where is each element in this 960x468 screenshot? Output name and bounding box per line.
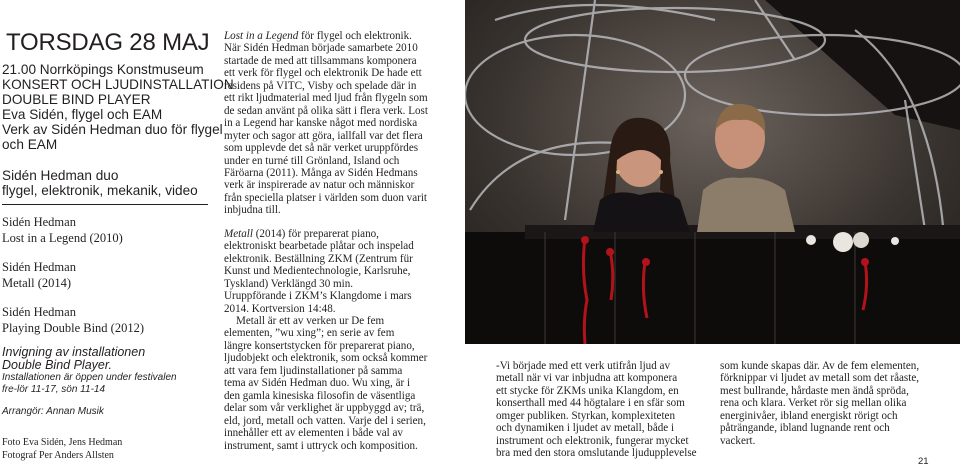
text-line: som upplevde det så när verket uruppfördes xyxy=(224,142,419,155)
text-line: delar som vår verklighet är uppbyggd av; trä, xyxy=(224,402,425,415)
program-work xyxy=(2,260,212,291)
text-line: och dynamiken i ljudet av metall, både i xyxy=(496,422,675,435)
duo-line: flygel, elektronik, mekanik, video xyxy=(2,183,198,198)
text-line: påträngande, ibland lugnande rent och xyxy=(720,422,890,435)
text-line: mest bullrande, hårdaste men ändå spröda, xyxy=(720,384,909,397)
text-line: ett verk för flygel och elektronik De hade ett xyxy=(224,67,422,80)
installation-title-line: Double Bind Player. xyxy=(2,358,113,372)
text-line: -Vi började med ett verk utifrån ljud av xyxy=(496,360,671,372)
installation-title xyxy=(2,346,212,372)
duo-details xyxy=(2,168,212,198)
event-line: DOUBLE BIND PLAYER xyxy=(2,92,151,107)
work-title: Playing Double Bind (2012) xyxy=(2,320,145,335)
quote-column-1 xyxy=(496,360,702,460)
performers-photo xyxy=(465,0,960,344)
work-title: Lost in a Legend (2010) xyxy=(2,230,123,245)
text-line: ljudobjekt och elektronik, som också kommer xyxy=(224,352,428,365)
text-line: innehåller ett av elementen i både val av xyxy=(224,427,403,440)
duo-line: Sidén Hedman duo xyxy=(2,168,119,183)
text-line: bra med den stora omslutande ljudupplevelse xyxy=(496,447,697,460)
work-title-italic: Lost in a Legend xyxy=(224,30,299,42)
text-line: elektroniskt bearbetade plåtar och inspelad xyxy=(224,240,414,253)
text-line: Metall är ett av verken ur De fem xyxy=(236,314,385,327)
installation-hours-line: Installationen är öppen under festivalen xyxy=(2,372,177,383)
paragraph-wu-xing xyxy=(224,315,460,452)
text-line: under en turné till Grönland, Island och xyxy=(224,154,400,167)
event-line: 21.00 Norrköpings Konstmuseum xyxy=(2,62,204,77)
day-title: TORSDAG 28 MAJ xyxy=(6,29,210,56)
text-line: elektronik. Beställning ZKM (Zentrum für xyxy=(224,252,413,265)
text-line: längre konsertstycken för preparerat piano, xyxy=(224,339,415,352)
event-line: och EAM xyxy=(2,137,58,152)
work-composer: Sidén Hedman xyxy=(2,215,76,229)
text-line: inbjudna till. xyxy=(224,204,281,217)
installation-info xyxy=(2,346,212,395)
work-title: Metall (2014) xyxy=(2,275,72,290)
text-line: från speciella platser i världen som duon varit xyxy=(224,191,428,204)
event-info-column xyxy=(0,29,234,462)
text-line: instrument, samt i uttryck och komposition. xyxy=(224,439,418,452)
installation-hours-line: fre-lör 11-17, sön 11-14 xyxy=(2,383,106,395)
text-line: myter och sagor att göra, iallfall var det flera xyxy=(224,129,423,142)
paragraph-metall xyxy=(224,228,460,315)
event-details xyxy=(2,62,234,152)
event-line: Verk av Sidén Hedman duo för flygel xyxy=(2,122,223,137)
text-line: Färöarna (2011). Många av Sidén Hedmans xyxy=(224,166,418,179)
text-line: vackert. xyxy=(720,434,756,447)
event-line: KONSERT OCH LJUDINSTALLATION xyxy=(2,77,234,92)
text-line: in a Legend har kanske något med nordiska xyxy=(224,117,418,130)
program-work xyxy=(2,305,212,336)
text-line: ett rikt ljudmaterial med ljud från flygeln som xyxy=(224,92,428,105)
text-line: eld, jord, metall och vatten. Varje del i serien, xyxy=(224,414,426,427)
credit-line: Fotograf Per Anders Allsten xyxy=(2,449,114,461)
text-line: Tyskland) Verklängd 30 min. xyxy=(224,277,354,290)
text-line: tema av Sidén Hedman duo. Wu xing, är i xyxy=(224,377,411,390)
organizer: Arrangör: Annan Musik xyxy=(2,406,104,417)
page-number: 21 xyxy=(918,456,929,467)
text-line: Uruppförande i ZKM’s Klangdome i mars xyxy=(224,290,412,303)
work-composer: Sidén Hedman xyxy=(2,260,76,274)
text-run: (2014) för preparerat piano, xyxy=(252,227,379,240)
text-line: 2014. Kortversion 14:48. xyxy=(224,302,336,315)
text-line: Kunst und Medientechnologie, Karlsruhe, xyxy=(224,265,411,278)
credit-line: Foto Eva Sidén, Jens Hedman xyxy=(2,437,123,448)
text-line: instrument och elektronik, fungerar mycket xyxy=(496,434,689,447)
text-line: energinivåer, ibland energiskt rörigt och xyxy=(720,409,898,422)
text-line: rena och klara. Verket rör sig mellan olika xyxy=(720,397,907,410)
text-line: som kunde skapas där. Av de fem elementen, xyxy=(720,360,920,372)
text-line: förknippar vi ljudet av metall som det råaste, xyxy=(720,372,920,385)
text-line: konserthall med 44 högtalare i en sfär som xyxy=(496,397,685,410)
text-line: omger publiken. Styrkan, komplexiteten xyxy=(496,409,676,422)
text-line: att vara fem ljudinstallationer på samma xyxy=(224,364,403,377)
text-line: residens på VITC, Visby och spelade där in xyxy=(224,79,417,92)
text-line: elementen, ”wu xing”; en serie av fem xyxy=(224,327,395,340)
event-line: Eva Sidén, flygel och EAM xyxy=(2,107,163,122)
quote-column-2 xyxy=(720,360,928,447)
photo-credits xyxy=(2,437,212,462)
installation-hours xyxy=(2,372,212,395)
work-composer: Sidén Hedman xyxy=(2,305,76,319)
program-work xyxy=(2,215,212,246)
text-line: verk är inspirerade av natur och människor xyxy=(224,179,415,192)
text-line: När Sidén Hedman började samarbete 2010 xyxy=(224,42,418,55)
text-line: startade de med att tillsammans komponera xyxy=(224,54,417,67)
text-line: metall när vi var inbjudna att komponera xyxy=(496,372,678,385)
text-line: den gamla kinesiska filosofin de väsentliga xyxy=(224,389,416,402)
text-run: för flygel och elektronik. xyxy=(298,30,412,42)
paragraph-lost-in-a-legend xyxy=(224,30,460,217)
article-column xyxy=(224,30,460,452)
text-line: ett stycke för ZKMs unika Klangdom, en xyxy=(496,384,679,397)
work-title-italic: Metall xyxy=(224,227,253,240)
section-divider xyxy=(2,204,208,205)
text-line: de sedan använt på olika sätt i flera verk. Lost xyxy=(224,104,428,117)
installation-title-line: Invigning av installationen xyxy=(2,345,146,359)
